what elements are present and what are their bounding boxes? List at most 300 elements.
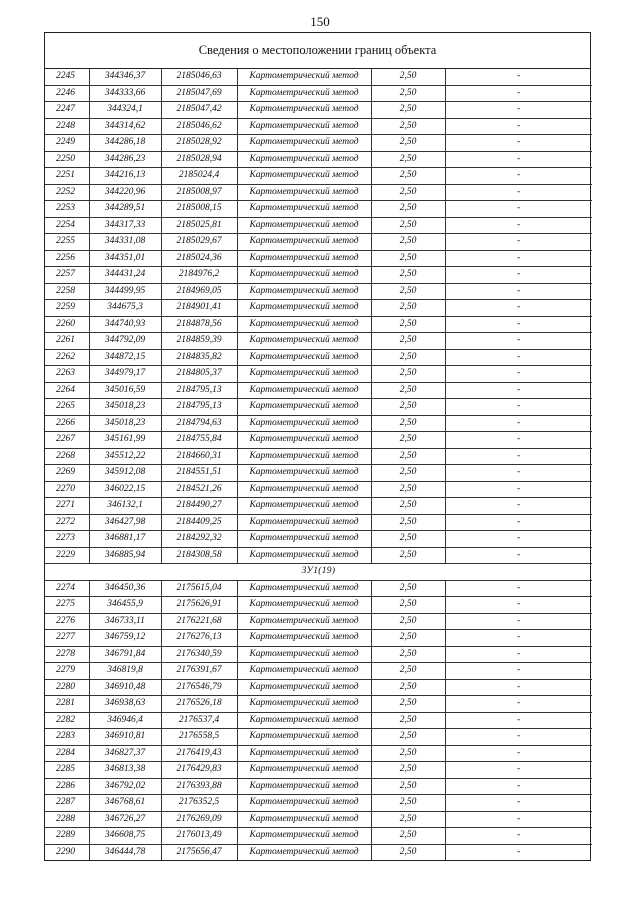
- x-coordinate-cell: 346819,8: [89, 663, 161, 680]
- method-cell: Картометрический метод: [237, 630, 371, 647]
- point-number-cell: 2251: [45, 168, 89, 185]
- point-number-cell: 2250: [45, 151, 89, 168]
- table-row: [45, 531, 592, 548]
- y-coordinate-cell: 2176013,49: [161, 828, 237, 845]
- accuracy-cell: 2,50: [371, 498, 445, 515]
- x-coordinate-cell: 346759,12: [89, 630, 161, 647]
- y-coordinate-cell: 2185024,36: [161, 250, 237, 267]
- y-coordinate-cell: 2176221,68: [161, 613, 237, 630]
- point-number-cell: 2278: [45, 646, 89, 663]
- method-cell: Картометрический метод: [237, 712, 371, 729]
- accuracy-cell: 2,50: [371, 745, 445, 762]
- accuracy-cell: 2,50: [371, 184, 445, 201]
- description-cell: -: [445, 349, 592, 366]
- description-cell: -: [445, 300, 592, 317]
- method-cell: Картометрический метод: [237, 184, 371, 201]
- description-cell: -: [445, 663, 592, 680]
- accuracy-cell: 2,50: [371, 432, 445, 449]
- point-number-cell: 2245: [45, 69, 89, 85]
- y-coordinate-cell: 2185028,94: [161, 151, 237, 168]
- table-row: [45, 448, 592, 465]
- y-coordinate-cell: 2176340,59: [161, 646, 237, 663]
- table-row: [45, 465, 592, 482]
- description-cell: -: [445, 415, 592, 432]
- point-number-cell: 2289: [45, 828, 89, 845]
- y-coordinate-cell: 2176269,09: [161, 811, 237, 828]
- description-cell: -: [445, 333, 592, 350]
- y-coordinate-cell: 2185047,42: [161, 102, 237, 119]
- x-coordinate-cell: 344872,15: [89, 349, 161, 366]
- table-row: [45, 250, 592, 267]
- y-coordinate-cell: 2184794,63: [161, 415, 237, 432]
- table-row: [45, 168, 592, 185]
- accuracy-cell: 2,50: [371, 679, 445, 696]
- point-number-cell: 2270: [45, 481, 89, 498]
- x-coordinate-cell: 345161,99: [89, 432, 161, 449]
- x-coordinate-cell: 346792,02: [89, 778, 161, 795]
- y-coordinate-cell: 2175656,47: [161, 844, 237, 860]
- section-label: ЗУ1(19): [45, 564, 592, 581]
- table-row: [45, 267, 592, 284]
- method-cell: Картометрический метод: [237, 844, 371, 860]
- y-coordinate-cell: 2176393,88: [161, 778, 237, 795]
- description-cell: -: [445, 168, 592, 185]
- point-number-cell: 2287: [45, 795, 89, 812]
- x-coordinate-cell: 344431,24: [89, 267, 161, 284]
- table-row: [45, 217, 592, 234]
- point-number-cell: 2290: [45, 844, 89, 860]
- point-number-cell: 2264: [45, 382, 89, 399]
- y-coordinate-cell: 2184976,2: [161, 267, 237, 284]
- table-row: [45, 300, 592, 317]
- y-coordinate-cell: 2184409,25: [161, 514, 237, 531]
- method-cell: Картометрический метод: [237, 514, 371, 531]
- accuracy-cell: 2,50: [371, 795, 445, 812]
- accuracy-cell: 2,50: [371, 85, 445, 102]
- description-cell: -: [445, 481, 592, 498]
- table-row: [45, 481, 592, 498]
- table-row: [45, 514, 592, 531]
- accuracy-cell: 2,50: [371, 102, 445, 119]
- method-cell: Картометрический метод: [237, 283, 371, 300]
- table-row: [45, 729, 592, 746]
- point-number-cell: 2255: [45, 234, 89, 251]
- point-number-cell: 2275: [45, 597, 89, 614]
- point-number-cell: 2247: [45, 102, 89, 119]
- description-cell: -: [445, 729, 592, 746]
- point-number-cell: 2274: [45, 580, 89, 597]
- table-row: [45, 366, 592, 383]
- x-coordinate-cell: 345018,23: [89, 415, 161, 432]
- coordinates-table: [45, 69, 592, 860]
- x-coordinate-cell: 344792,09: [89, 333, 161, 350]
- method-cell: Картометрический метод: [237, 382, 371, 399]
- method-cell: Картометрический метод: [237, 613, 371, 630]
- point-number-cell: 2279: [45, 663, 89, 680]
- y-coordinate-cell: 2176537,4: [161, 712, 237, 729]
- point-number-cell: 2259: [45, 300, 89, 317]
- description-cell: -: [445, 531, 592, 548]
- method-cell: Картометрический метод: [237, 663, 371, 680]
- accuracy-cell: 2,50: [371, 316, 445, 333]
- x-coordinate-cell: 346768,61: [89, 795, 161, 812]
- table-row: [45, 151, 592, 168]
- x-coordinate-cell: 344317,33: [89, 217, 161, 234]
- y-coordinate-cell: 2184755,84: [161, 432, 237, 449]
- description-cell: -: [445, 580, 592, 597]
- point-number-cell: 2283: [45, 729, 89, 746]
- table-row: [45, 795, 592, 812]
- y-coordinate-cell: 2185046,63: [161, 69, 237, 85]
- table-row: [45, 613, 592, 630]
- y-coordinate-cell: 2184878,56: [161, 316, 237, 333]
- y-coordinate-cell: 2176276,13: [161, 630, 237, 647]
- accuracy-cell: 2,50: [371, 267, 445, 284]
- method-cell: Картометрический метод: [237, 481, 371, 498]
- y-coordinate-cell: 2185029,67: [161, 234, 237, 251]
- accuracy-cell: 2,50: [371, 118, 445, 135]
- accuracy-cell: 2,50: [371, 250, 445, 267]
- table-row: [45, 828, 592, 845]
- method-cell: Картометрический метод: [237, 267, 371, 284]
- x-coordinate-cell: 344314,62: [89, 118, 161, 135]
- point-number-cell: 2272: [45, 514, 89, 531]
- table-row: [45, 663, 592, 680]
- method-cell: Картометрический метод: [237, 778, 371, 795]
- point-number-cell: 2267: [45, 432, 89, 449]
- method-cell: Картометрический метод: [237, 448, 371, 465]
- point-number-cell: 2254: [45, 217, 89, 234]
- description-cell: -: [445, 234, 592, 251]
- description-cell: -: [445, 250, 592, 267]
- description-cell: -: [445, 828, 592, 845]
- point-number-cell: 2263: [45, 366, 89, 383]
- description-cell: -: [445, 85, 592, 102]
- x-coordinate-cell: 346946,4: [89, 712, 161, 729]
- x-coordinate-cell: 346022,15: [89, 481, 161, 498]
- point-number-cell: 2253: [45, 201, 89, 218]
- point-number-cell: 2280: [45, 679, 89, 696]
- description-cell: -: [445, 432, 592, 449]
- accuracy-cell: 2,50: [371, 217, 445, 234]
- table-row: [45, 580, 592, 597]
- method-cell: Картометрический метод: [237, 811, 371, 828]
- description-cell: -: [445, 712, 592, 729]
- table-row: [45, 432, 592, 449]
- y-coordinate-cell: 2176526,18: [161, 696, 237, 713]
- y-coordinate-cell: 2184292,32: [161, 531, 237, 548]
- method-cell: Картометрический метод: [237, 234, 371, 251]
- y-coordinate-cell: 2184901,41: [161, 300, 237, 317]
- x-coordinate-cell: 345912,08: [89, 465, 161, 482]
- x-coordinate-cell: 346791,84: [89, 646, 161, 663]
- accuracy-cell: 2,50: [371, 729, 445, 746]
- description-cell: -: [445, 597, 592, 614]
- accuracy-cell: 2,50: [371, 580, 445, 597]
- point-number-cell: 2246: [45, 85, 89, 102]
- description-cell: -: [445, 465, 592, 482]
- method-cell: Картометрический метод: [237, 547, 371, 564]
- y-coordinate-cell: 2184660,31: [161, 448, 237, 465]
- x-coordinate-cell: 344979,17: [89, 366, 161, 383]
- accuracy-cell: 2,50: [371, 300, 445, 317]
- method-cell: Картометрический метод: [237, 85, 371, 102]
- accuracy-cell: 2,50: [371, 696, 445, 713]
- description-cell: -: [445, 498, 592, 515]
- x-coordinate-cell: 344675,3: [89, 300, 161, 317]
- method-cell: Картометрический метод: [237, 201, 371, 218]
- table-row: [45, 399, 592, 416]
- y-coordinate-cell: 2176419,43: [161, 745, 237, 762]
- accuracy-cell: 2,50: [371, 778, 445, 795]
- accuracy-cell: 2,50: [371, 514, 445, 531]
- method-cell: Картометрический метод: [237, 415, 371, 432]
- table-row: [45, 712, 592, 729]
- x-coordinate-cell: 345016,59: [89, 382, 161, 399]
- method-cell: Картометрический метод: [237, 679, 371, 696]
- x-coordinate-cell: 345512,22: [89, 448, 161, 465]
- x-coordinate-cell: 344333,66: [89, 85, 161, 102]
- y-coordinate-cell: 2184835,82: [161, 349, 237, 366]
- table-row: [45, 415, 592, 432]
- accuracy-cell: 2,50: [371, 349, 445, 366]
- point-number-cell: 2266: [45, 415, 89, 432]
- description-cell: -: [445, 679, 592, 696]
- method-cell: Картометрический метод: [237, 465, 371, 482]
- description-cell: -: [445, 69, 592, 85]
- x-coordinate-cell: 345018,23: [89, 399, 161, 416]
- description-cell: -: [445, 613, 592, 630]
- y-coordinate-cell: 2184551,51: [161, 465, 237, 482]
- table-row: [45, 184, 592, 201]
- accuracy-cell: 2,50: [371, 448, 445, 465]
- accuracy-cell: 2,50: [371, 646, 445, 663]
- description-cell: -: [445, 283, 592, 300]
- accuracy-cell: 2,50: [371, 399, 445, 416]
- method-cell: Картометрический метод: [237, 597, 371, 614]
- accuracy-cell: 2,50: [371, 201, 445, 218]
- accuracy-cell: 2,50: [371, 283, 445, 300]
- x-coordinate-cell: 344220,96: [89, 184, 161, 201]
- accuracy-cell: 2,50: [371, 828, 445, 845]
- method-cell: Картометрический метод: [237, 498, 371, 515]
- table-row: [45, 85, 592, 102]
- description-cell: -: [445, 630, 592, 647]
- table-row: [45, 118, 592, 135]
- description-cell: -: [445, 811, 592, 828]
- accuracy-cell: 2,50: [371, 531, 445, 548]
- y-coordinate-cell: 2176352,5: [161, 795, 237, 812]
- accuracy-cell: 2,50: [371, 135, 445, 152]
- y-coordinate-cell: 2185028,92: [161, 135, 237, 152]
- x-coordinate-cell: 344286,18: [89, 135, 161, 152]
- table-row: [45, 762, 592, 779]
- accuracy-cell: 2,50: [371, 630, 445, 647]
- description-cell: -: [445, 102, 592, 119]
- method-cell: Картометрический метод: [237, 250, 371, 267]
- table-row: [45, 333, 592, 350]
- table-row: [45, 316, 592, 333]
- table-row: [45, 102, 592, 119]
- table-row: [45, 498, 592, 515]
- y-coordinate-cell: 2184308,58: [161, 547, 237, 564]
- x-coordinate-cell: 344331,08: [89, 234, 161, 251]
- y-coordinate-cell: 2184805,37: [161, 366, 237, 383]
- description-cell: -: [445, 201, 592, 218]
- y-coordinate-cell: 2176391,67: [161, 663, 237, 680]
- point-number-cell: 2282: [45, 712, 89, 729]
- method-cell: Картометрический метод: [237, 399, 371, 416]
- accuracy-cell: 2,50: [371, 415, 445, 432]
- description-cell: -: [445, 547, 592, 564]
- point-number-cell: 2281: [45, 696, 89, 713]
- description-cell: -: [445, 844, 592, 860]
- description-cell: -: [445, 399, 592, 416]
- x-coordinate-cell: 346813,38: [89, 762, 161, 779]
- method-cell: Картометрический метод: [237, 118, 371, 135]
- sheet-title: Сведения о местоположении границ объекта: [45, 33, 590, 69]
- point-number-cell: 2252: [45, 184, 89, 201]
- coordinates-table-body: [45, 69, 592, 860]
- accuracy-cell: 2,50: [371, 69, 445, 85]
- description-cell: -: [445, 217, 592, 234]
- point-number-cell: 2261: [45, 333, 89, 350]
- x-coordinate-cell: 346910,48: [89, 679, 161, 696]
- method-cell: Картометрический метод: [237, 316, 371, 333]
- point-number-cell: 2271: [45, 498, 89, 515]
- method-cell: Картометрический метод: [237, 762, 371, 779]
- x-coordinate-cell: 344216,13: [89, 168, 161, 185]
- description-cell: -: [445, 448, 592, 465]
- y-coordinate-cell: 2185024,4: [161, 168, 237, 185]
- y-coordinate-cell: 2184859,39: [161, 333, 237, 350]
- y-coordinate-cell: 2184521,26: [161, 481, 237, 498]
- x-coordinate-cell: 344324,1: [89, 102, 161, 119]
- method-cell: Картометрический метод: [237, 349, 371, 366]
- x-coordinate-cell: 344286,23: [89, 151, 161, 168]
- method-cell: Картометрический метод: [237, 300, 371, 317]
- accuracy-cell: 2,50: [371, 168, 445, 185]
- table-row: [45, 778, 592, 795]
- y-coordinate-cell: 2176546,79: [161, 679, 237, 696]
- accuracy-cell: 2,50: [371, 465, 445, 482]
- point-number-cell: 2284: [45, 745, 89, 762]
- point-number-cell: 2268: [45, 448, 89, 465]
- method-cell: Картометрический метод: [237, 745, 371, 762]
- accuracy-cell: 2,50: [371, 663, 445, 680]
- x-coordinate-cell: 346827,37: [89, 745, 161, 762]
- accuracy-cell: 2,50: [371, 151, 445, 168]
- x-coordinate-cell: 346733,11: [89, 613, 161, 630]
- point-number-cell: 2262: [45, 349, 89, 366]
- point-number-cell: 2260: [45, 316, 89, 333]
- method-cell: Картометрический метод: [237, 366, 371, 383]
- y-coordinate-cell: 2184795,13: [161, 382, 237, 399]
- table-row: [45, 646, 592, 663]
- y-coordinate-cell: 2184969,05: [161, 283, 237, 300]
- accuracy-cell: 2,50: [371, 762, 445, 779]
- accuracy-cell: 2,50: [371, 547, 445, 564]
- x-coordinate-cell: 346450,36: [89, 580, 161, 597]
- table-row: [45, 630, 592, 647]
- y-coordinate-cell: 2176429,83: [161, 762, 237, 779]
- table-row: [45, 201, 592, 218]
- accuracy-cell: 2,50: [371, 811, 445, 828]
- y-coordinate-cell: 2176558,5: [161, 729, 237, 746]
- table-row: [45, 679, 592, 696]
- method-cell: Картометрический метод: [237, 795, 371, 812]
- x-coordinate-cell: 346608,75: [89, 828, 161, 845]
- description-cell: -: [445, 135, 592, 152]
- point-number-cell: 2249: [45, 135, 89, 152]
- description-cell: -: [445, 745, 592, 762]
- point-number-cell: 2276: [45, 613, 89, 630]
- point-number-cell: 2288: [45, 811, 89, 828]
- method-cell: Картометрический метод: [237, 432, 371, 449]
- description-cell: -: [445, 514, 592, 531]
- method-cell: Картометрический метод: [237, 828, 371, 845]
- description-cell: -: [445, 151, 592, 168]
- method-cell: Картометрический метод: [237, 729, 371, 746]
- method-cell: Картометрический метод: [237, 168, 371, 185]
- x-coordinate-cell: 346455,9: [89, 597, 161, 614]
- point-number-cell: 2257: [45, 267, 89, 284]
- x-coordinate-cell: 346132,1: [89, 498, 161, 515]
- accuracy-cell: 2,50: [371, 712, 445, 729]
- table-row: [45, 844, 592, 860]
- description-cell: -: [445, 184, 592, 201]
- description-cell: -: [445, 118, 592, 135]
- point-number-cell: 2248: [45, 118, 89, 135]
- table-row: [45, 69, 592, 85]
- x-coordinate-cell: 346444,78: [89, 844, 161, 860]
- accuracy-cell: 2,50: [371, 234, 445, 251]
- point-number-cell: 2273: [45, 531, 89, 548]
- x-coordinate-cell: 346938,63: [89, 696, 161, 713]
- table-row: [45, 745, 592, 762]
- y-coordinate-cell: 2185008,15: [161, 201, 237, 218]
- page-number: 150: [310, 14, 330, 29]
- accuracy-cell: 2,50: [371, 333, 445, 350]
- description-cell: -: [445, 762, 592, 779]
- method-cell: Картометрический метод: [237, 580, 371, 597]
- point-number-cell: 2285: [45, 762, 89, 779]
- table-row: [45, 811, 592, 828]
- description-cell: -: [445, 696, 592, 713]
- y-coordinate-cell: 2185047,69: [161, 85, 237, 102]
- x-coordinate-cell: 344499,95: [89, 283, 161, 300]
- section-row: [45, 564, 592, 581]
- description-cell: -: [445, 267, 592, 284]
- x-coordinate-cell: 344289,51: [89, 201, 161, 218]
- point-number-cell: 2265: [45, 399, 89, 416]
- table-row: [45, 283, 592, 300]
- description-cell: -: [445, 316, 592, 333]
- description-cell: -: [445, 382, 592, 399]
- y-coordinate-cell: 2185025,81: [161, 217, 237, 234]
- accuracy-cell: 2,50: [371, 844, 445, 860]
- method-cell: Картометрический метод: [237, 531, 371, 548]
- method-cell: Картометрический метод: [237, 69, 371, 85]
- description-cell: -: [445, 366, 592, 383]
- method-cell: Картометрический метод: [237, 217, 371, 234]
- accuracy-cell: 2,50: [371, 481, 445, 498]
- table-row: [45, 696, 592, 713]
- method-cell: Картометрический метод: [237, 333, 371, 350]
- table-row: [45, 349, 592, 366]
- y-coordinate-cell: 2175626,91: [161, 597, 237, 614]
- method-cell: Картометрический метод: [237, 151, 371, 168]
